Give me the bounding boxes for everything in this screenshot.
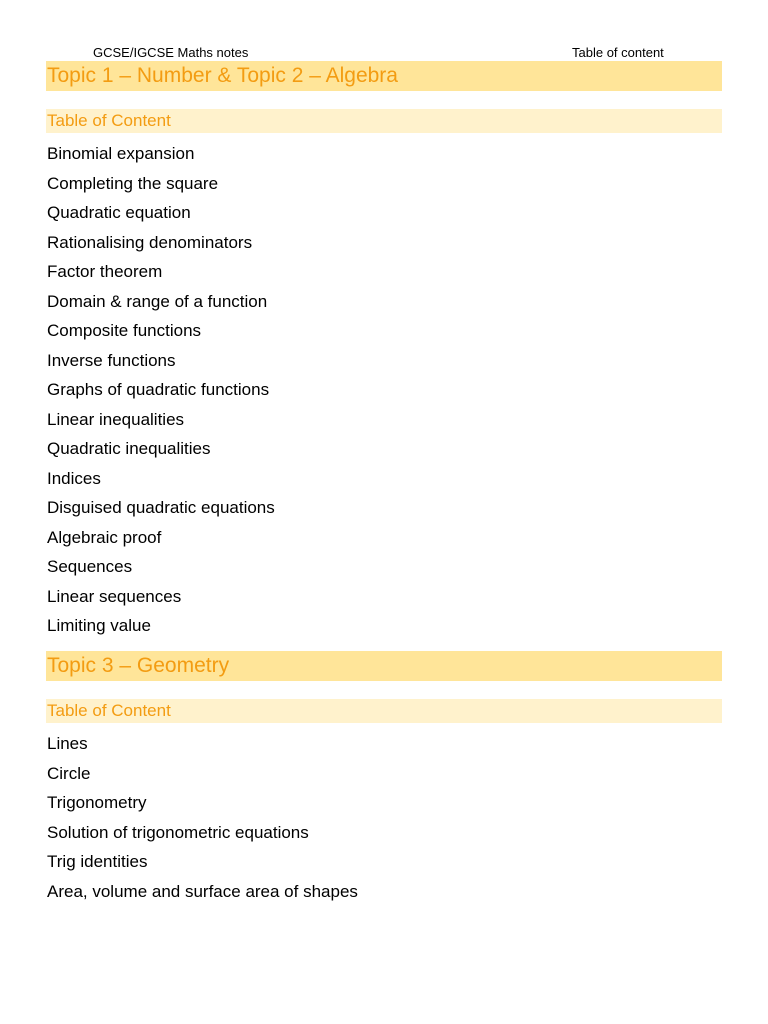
topic-section-geometry: [46, 651, 722, 906]
toc-item[interactable]: Trig identities: [47, 852, 148, 871]
toc-item[interactable]: Lines: [47, 734, 88, 753]
toc-heading: Table of Content: [46, 109, 722, 133]
toc-item[interactable]: Solution of trigonometric equations: [47, 822, 309, 842]
toc-item[interactable]: Circle: [47, 763, 91, 783]
document-header-section: Table of content: [572, 45, 664, 60]
toc-item[interactable]: Sequences: [47, 557, 133, 576]
toc-item[interactable]: Linear inequalities: [47, 409, 185, 429]
toc-item[interactable]: Graphs of quadratic functions: [47, 380, 270, 399]
toc-item[interactable]: Binomial expansion: [47, 144, 195, 163]
toc-item[interactable]: Quadratic inequalities: [47, 439, 211, 458]
toc-item[interactable]: Inverse functions: [47, 350, 176, 370]
toc-item[interactable]: Linear sequences: [47, 586, 182, 606]
toc-list: [46, 729, 722, 906]
toc-item[interactable]: Domain & range of a function: [47, 291, 268, 311]
toc-item[interactable]: Trigonometry: [47, 793, 147, 812]
topic-section-number-algebra: [46, 61, 722, 641]
toc-item[interactable]: Indices: [47, 468, 101, 488]
toc-heading: Table of Content: [46, 699, 722, 723]
toc-item[interactable]: Factor theorem: [47, 262, 163, 281]
toc-item[interactable]: Completing the square: [47, 173, 219, 193]
document-header-title: GCSE/IGCSE Maths notes: [93, 45, 249, 60]
toc-item[interactable]: Composite functions: [47, 321, 202, 340]
topic-title: Topic 3 – Geometry: [46, 651, 722, 681]
toc-item[interactable]: Limiting value: [47, 616, 151, 635]
toc-item[interactable]: Algebraic proof: [47, 527, 162, 547]
toc-item[interactable]: Area, volume and surface area of shapes: [47, 881, 358, 901]
toc-item[interactable]: Disguised quadratic equations: [47, 498, 275, 517]
toc-item[interactable]: Rationalising denominators: [47, 232, 253, 252]
toc-list: [46, 139, 722, 641]
topic-title: Topic 1 – Number & Topic 2 – Algebra: [46, 61, 722, 91]
toc-item[interactable]: Quadratic equation: [47, 203, 191, 222]
